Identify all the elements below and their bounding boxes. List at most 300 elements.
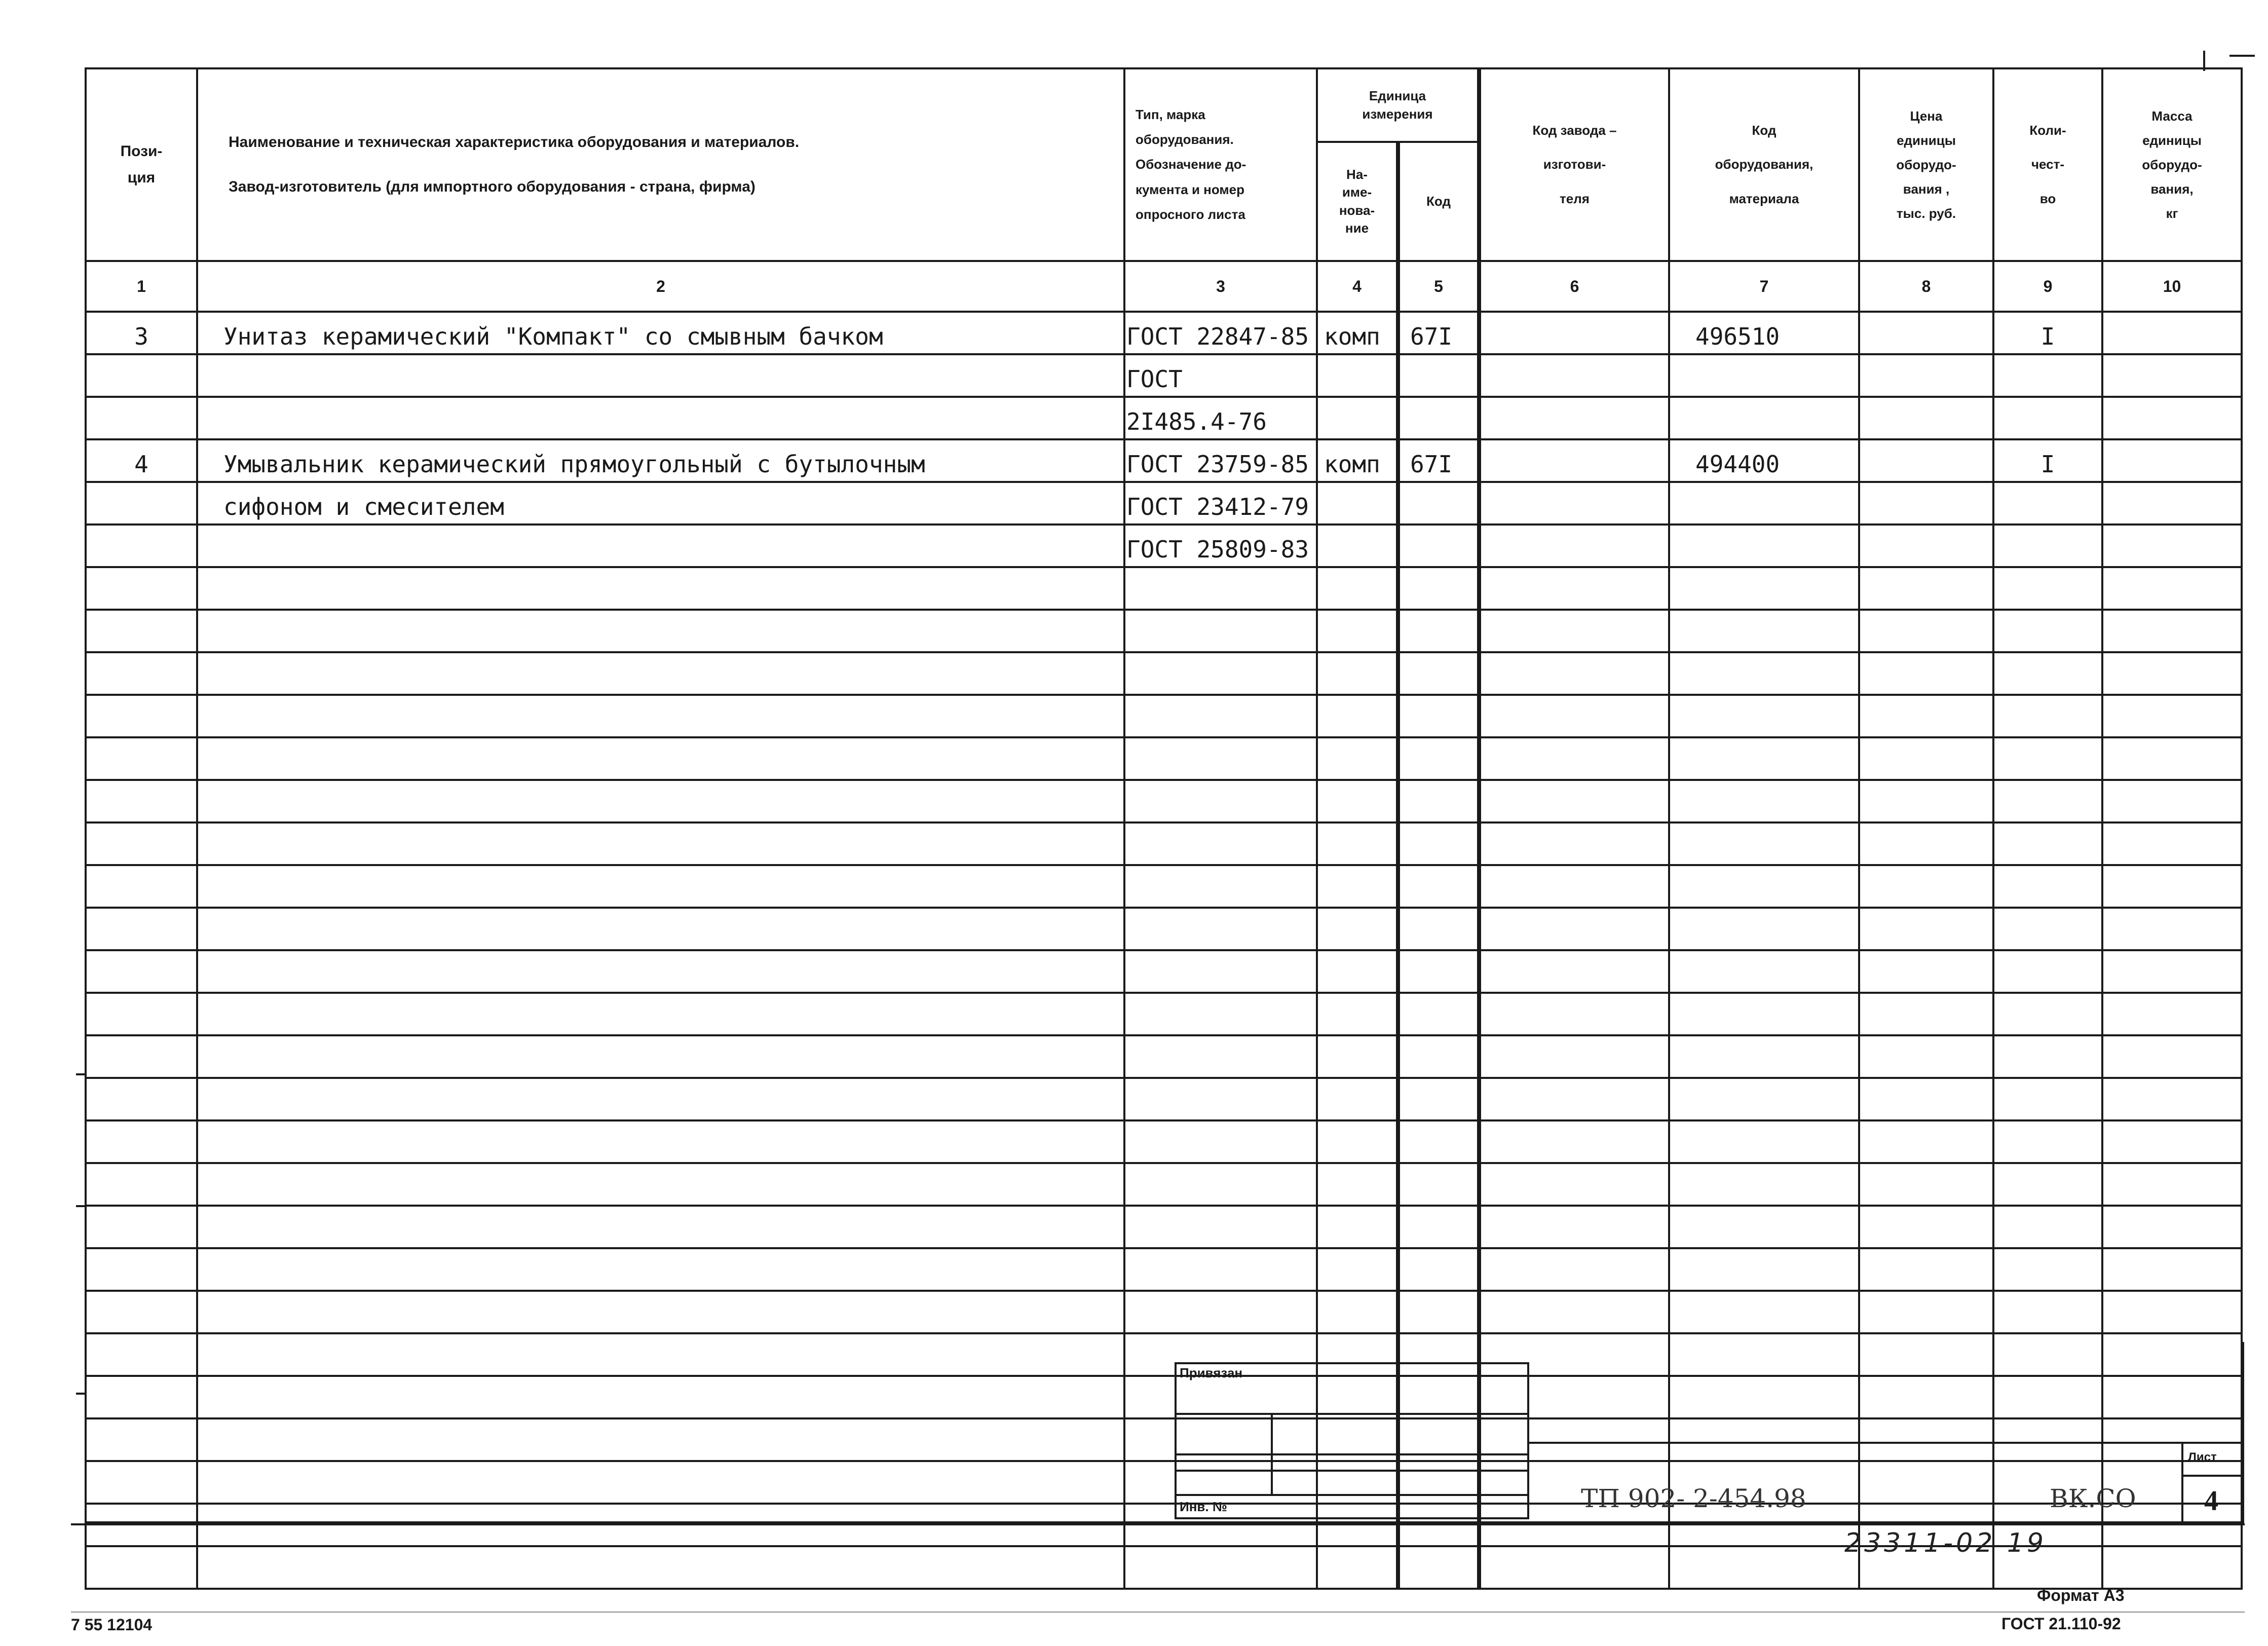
unit-code-cell [1398,822,1479,865]
footer-standard: ГОСТ 21.110-92 [2001,1615,2121,1633]
unit-name-cell [1317,1035,1398,1078]
header-type: Тип, марка оборудования. Обозначение до- кумента и номер опросного листа [1124,68,1317,261]
position-cell [86,610,197,652]
unit-name-cell: комп [1317,312,1398,354]
mass-cell [2102,1035,2242,1078]
type-cell [1124,1035,1317,1078]
unit-code-cell [1398,950,1479,993]
name-cell [197,950,1124,993]
empty-table-row [86,1035,2242,1078]
inventory-number-label: Инв. № [1180,1499,1227,1514]
header-name-line1: Наименование и техническая характеристика оборудования и материалов. [229,133,800,151]
header-name-line2: Завод-изготовитель (для импортного оборудования - страна, фирма) [229,178,755,195]
column-number: 1 [86,261,197,312]
quantity-cell: I [1993,312,2102,354]
plant-code-cell [1479,1120,1669,1163]
type-cell: ГОСТ 23412-79 [1124,482,1317,525]
unit-code-cell [1398,1206,1479,1248]
empty-table-row [86,695,2242,737]
position-cell [86,1035,197,1078]
equipment-code-cell [1669,397,1859,439]
position-cell [86,567,197,610]
name-cell: Умывальник керамический прямоугольный с бутылочным [197,439,1124,482]
position-cell [86,737,197,780]
empty-table-row [86,567,2242,610]
position-cell [86,354,197,397]
unit-name-cell: комп [1317,439,1398,482]
unit-name-cell [1317,1546,1398,1589]
header-unit-group: Единица измерения [1317,68,1479,142]
position-cell [86,865,197,908]
price-cell [1859,439,1993,482]
quantity-cell [1993,1035,2102,1078]
plant-code-cell [1479,1248,1669,1291]
quantity-cell: I [1993,439,2102,482]
header-unit-code: Код [1398,142,1479,261]
quantity-cell [1993,1120,2102,1163]
type-cell [1124,908,1317,950]
stamp-rule [1175,1453,1529,1455]
sheet-label: Лист [2188,1450,2217,1464]
footer-left-code: 7 55 12104 [71,1616,153,1634]
table-row [86,397,2242,439]
mass-cell [2102,780,2242,822]
price-cell [1859,1078,1993,1120]
position-cell [86,652,197,695]
plant-code-cell [1479,780,1669,822]
unit-name-cell [1317,822,1398,865]
section-code: ВК.СО [2050,1484,2136,1513]
price-cell [1859,865,1993,908]
type-cell [1124,950,1317,993]
position-cell [86,1120,197,1163]
position-cell [86,482,197,525]
name-cell [197,908,1124,950]
title-block-top-rule [1529,1442,2244,1444]
empty-table-row [86,1163,2242,1206]
equipment-code-cell [1669,993,1859,1035]
unit-code-cell [1398,1120,1479,1163]
column-number: 7 [1669,261,1859,312]
unit-name-cell [1317,993,1398,1035]
mass-cell [2102,525,2242,567]
unit-code-cell [1398,865,1479,908]
header-position: Пози- ция [86,68,197,261]
corner-tick [2229,55,2255,57]
position-cell [86,1078,197,1120]
position-cell [86,695,197,737]
type-cell [1124,1546,1317,1589]
equipment-code-cell [1669,610,1859,652]
quantity-cell [1993,482,2102,525]
name-cell [197,695,1124,737]
mass-cell [2102,1163,2242,1206]
position-cell [86,780,197,822]
price-cell [1859,1163,1993,1206]
unit-name-cell [1317,865,1398,908]
unit-name-cell [1317,567,1398,610]
equipment-code-cell [1669,567,1859,610]
position-cell [86,822,197,865]
type-cell [1124,695,1317,737]
unit-name-cell [1317,652,1398,695]
quantity-cell [1993,1163,2102,1206]
type-cell [1124,567,1317,610]
price-cell [1859,397,1993,439]
name-cell [197,1206,1124,1248]
equipment-code-cell [1669,1248,1859,1291]
mass-cell [2102,908,2242,950]
name-cell [197,737,1124,780]
plant-code-cell [1479,610,1669,652]
document-code: ТП 902- 2-454.98 [1581,1484,1806,1513]
plant-code-cell [1479,397,1669,439]
unit-code-cell [1398,780,1479,822]
name-cell [197,1163,1124,1206]
column-number: 4 [1317,261,1398,312]
column-number: 9 [1993,261,2102,312]
equipment-code-cell: 496510 [1669,312,1859,354]
unit-code-cell: 67I [1398,439,1479,482]
equipment-code-cell [1669,482,1859,525]
unit-code-cell: 67I [1398,312,1479,354]
plant-code-cell [1479,993,1669,1035]
price-cell [1859,737,1993,780]
mass-cell [2102,652,2242,695]
mass-cell [2102,439,2242,482]
empty-table-row [86,1078,2242,1120]
plant-code-cell [1479,1291,1669,1333]
unit-code-cell [1398,567,1479,610]
price-cell [1859,525,1993,567]
corner-tick [2203,51,2205,71]
type-cell: ГОСТ 25809-83 [1124,525,1317,567]
type-cell [1124,652,1317,695]
mass-cell [2102,737,2242,780]
equipment-code-cell [1669,908,1859,950]
unit-code-cell [1398,908,1479,950]
mass-cell [2102,1078,2242,1120]
unit-code-cell [1398,993,1479,1035]
price-cell [1859,1291,1993,1333]
unit-name-cell [1317,1248,1398,1291]
plant-code-cell [1479,1546,1669,1589]
unit-name-cell [1317,908,1398,950]
plant-code-cell [1479,525,1669,567]
unit-name-cell [1317,1120,1398,1163]
plant-code-cell [1479,652,1669,695]
mass-cell [2102,610,2242,652]
unit-name-cell [1317,1206,1398,1248]
equipment-code-cell [1669,865,1859,908]
unit-code-cell [1398,482,1479,525]
unit-code-cell [1398,1163,1479,1206]
empty-table-row [86,1248,2242,1291]
sheet-number: 4 [2204,1485,2218,1517]
table-row [86,439,2242,482]
unit-name-cell [1317,1078,1398,1120]
quantity-cell [1993,525,2102,567]
plant-code-cell [1479,482,1669,525]
plant-code-cell [1479,312,1669,354]
position-cell [86,1163,197,1206]
type-cell [1124,1120,1317,1163]
mass-cell [2102,1120,2242,1163]
unit-name-cell [1317,354,1398,397]
name-cell [197,1546,1124,1589]
type-cell [1124,993,1317,1035]
price-cell [1859,312,1993,354]
type-cell [1124,865,1317,908]
type-cell: ГОСТ 22847-85 [1124,312,1317,354]
price-cell [1859,1120,1993,1163]
equipment-code-cell [1669,525,1859,567]
column-number: 3 [1124,261,1317,312]
header-equipment-code: Код оборудования, материала [1669,68,1859,261]
position-cell [86,397,197,439]
price-cell [1859,908,1993,950]
name-cell [197,1248,1124,1291]
header-name [197,68,1124,261]
plant-code-cell [1479,908,1669,950]
quantity-cell [1993,822,2102,865]
unit-name-cell [1317,482,1398,525]
quantity-cell [1993,397,2102,439]
price-cell [1859,993,1993,1035]
empty-table-row [86,1291,2242,1333]
quantity-cell [1993,737,2102,780]
mass-cell [2102,482,2242,525]
name-cell [197,1120,1124,1163]
mass-cell [2102,312,2242,354]
quantity-cell [1993,610,2102,652]
unit-name-cell [1317,525,1398,567]
stamp-rule [1271,1413,1273,1494]
stamp-rule [1175,1494,1529,1496]
name-cell [197,610,1124,652]
equipment-code-cell [1669,1035,1859,1078]
header-quantity: Коли- чест- во [1993,68,2102,261]
equipment-code-cell [1669,1291,1859,1333]
price-cell [1859,950,1993,993]
type-cell [1124,610,1317,652]
column-number: 5 [1398,261,1479,312]
price-cell [1859,567,1993,610]
plant-code-cell [1479,567,1669,610]
price-cell [1859,1035,1993,1078]
quantity-cell [1993,695,2102,737]
name-cell: Унитаз керамический "Компакт" со смывным бачком [197,312,1124,354]
price-cell [1859,610,1993,652]
quantity-cell [1993,1078,2102,1120]
type-cell: ГОСТ [1124,354,1317,397]
unit-name-cell [1317,1291,1398,1333]
header-row-top [86,68,2242,142]
position-cell [86,1248,197,1291]
name-cell [197,567,1124,610]
unit-code-cell [1398,397,1479,439]
position-cell [86,993,197,1035]
margin-tick [76,1205,85,1207]
price-cell [1859,822,1993,865]
empty-table-row [86,993,2242,1035]
unit-code-cell [1398,737,1479,780]
mass-cell [2102,567,2242,610]
header-unit-mass: Масса единицы оборудо- вания, кг [2102,68,2242,261]
table-row [86,482,2242,525]
column-number: 8 [1859,261,1993,312]
header-plant-code: Код завода – изготови- теля [1479,68,1669,261]
attached-label: Привязан [1180,1365,1243,1380]
mass-cell [2102,993,2242,1035]
equipment-code-cell [1669,354,1859,397]
mass-cell [2102,822,2242,865]
type-cell [1124,1206,1317,1248]
quantity-cell [1993,652,2102,695]
sheet-box-left-rule [2181,1442,2183,1523]
stamp-rule [1397,1413,1400,1519]
footer-rule [71,1612,2245,1613]
position-cell [86,1206,197,1248]
footer-format: Формат А3 [2037,1586,2125,1604]
position-cell [86,950,197,993]
frame-bottom-rule [71,1523,2245,1525]
margin-tick [76,1393,85,1395]
table-row [86,525,2242,567]
empty-table-row [86,908,2242,950]
quantity-cell [1993,865,2102,908]
price-cell [1859,1248,1993,1291]
mass-cell [2102,354,2242,397]
plant-code-cell [1479,1163,1669,1206]
unit-code-cell [1398,652,1479,695]
plant-code-cell [1479,950,1669,993]
column-number-row [86,261,2242,312]
equipment-code-cell [1669,1078,1859,1120]
name-cell: сифоном и смесителем [197,482,1124,525]
equipment-code-cell [1669,695,1859,737]
plant-code-cell [1479,822,1669,865]
type-cell [1124,1291,1317,1333]
equipment-code-cell: 494400 [1669,439,1859,482]
plant-code-cell [1479,354,1669,397]
quantity-cell [1993,567,2102,610]
empty-table-row [86,737,2242,780]
mass-cell [2102,397,2242,439]
mass-cell [2102,1291,2242,1333]
unit-name-cell [1317,950,1398,993]
name-cell [197,1078,1124,1120]
plant-code-cell [1479,695,1669,737]
unit-name-cell [1317,1163,1398,1206]
price-cell [1859,695,1993,737]
equipment-code-cell [1669,1206,1859,1248]
price-cell [1859,780,1993,822]
plant-code-cell [1479,1035,1669,1078]
empty-table-row [86,1206,2242,1248]
equipment-code-cell [1669,1163,1859,1206]
plant-code-cell [1479,439,1669,482]
quantity-cell [1993,354,2102,397]
empty-table-row [86,610,2242,652]
stamp-rule [1479,1413,1481,1519]
unit-name-cell [1317,780,1398,822]
equipment-code-cell [1669,1120,1859,1163]
quantity-cell [1993,950,2102,993]
type-cell [1124,822,1317,865]
empty-table-row [86,1120,2242,1163]
price-cell [1859,482,1993,525]
column-number: 2 [197,261,1124,312]
quantity-cell [1993,993,2102,1035]
type-cell [1124,737,1317,780]
mass-cell [2102,865,2242,908]
position-cell: 3 [86,312,197,354]
unit-code-cell [1398,1546,1479,1589]
margin-tick [76,1073,85,1075]
type-cell [1124,1078,1317,1120]
unit-code-cell [1398,695,1479,737]
quantity-cell [1993,1291,2102,1333]
equipment-code-cell [1669,780,1859,822]
price-cell [1859,1206,1993,1248]
unit-code-cell [1398,610,1479,652]
position-cell [86,525,197,567]
quantity-cell [1993,780,2102,822]
column-number: 6 [1479,261,1669,312]
column-number: 10 [2102,261,2242,312]
position-cell [86,1291,197,1333]
name-cell [197,397,1124,439]
name-cell [197,354,1124,397]
type-cell [1124,1163,1317,1206]
name-cell [197,993,1124,1035]
name-cell [197,1291,1124,1333]
stamp-area [85,1342,2244,1523]
table-row [86,354,2242,397]
plant-code-cell [1479,737,1669,780]
unit-name-cell [1317,397,1398,439]
unit-name-cell [1317,695,1398,737]
unit-name-cell [1317,737,1398,780]
header-unit-name: На- име- нова- ние [1317,142,1398,261]
mass-cell [2102,695,2242,737]
unit-code-cell [1398,354,1479,397]
name-cell [197,652,1124,695]
sheet-box-mid-rule [2181,1475,2244,1477]
empty-table-row [86,950,2242,993]
name-cell [197,525,1124,567]
plant-code-cell [1479,865,1669,908]
type-cell: 2I485.4-76 [1124,397,1317,439]
handwritten-number: 23311-02 19 [1844,1528,2047,1558]
position-cell [86,908,197,950]
header-unit-price: Цена единицы оборудо- вания , тыс. руб. [1859,68,1993,261]
type-cell: ГОСТ 23759-85 [1124,439,1317,482]
unit-code-cell [1398,525,1479,567]
quantity-cell [1993,1206,2102,1248]
stamp-rule [1175,1413,1529,1415]
position-cell: 4 [86,439,197,482]
name-cell [197,780,1124,822]
empty-table-row [86,865,2242,908]
unit-code-cell [1398,1035,1479,1078]
empty-table-row [86,652,2242,695]
equipment-code-cell [1669,822,1859,865]
equipment-code-cell [1669,1546,1859,1589]
table-row [86,312,2242,354]
unit-name-cell [1317,610,1398,652]
